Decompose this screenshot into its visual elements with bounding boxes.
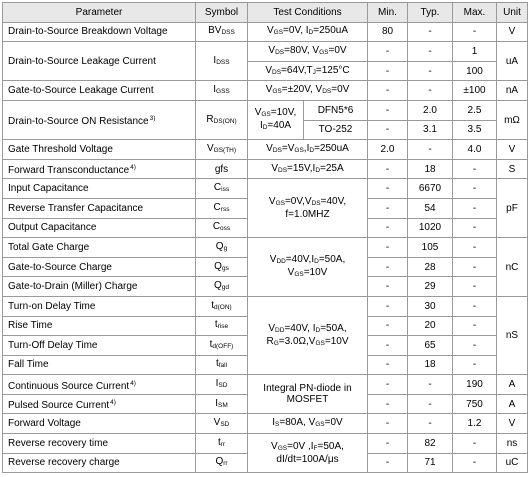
param-cell: Gate-to-Source Leakage Current (3, 81, 196, 101)
max-cell: - (453, 257, 497, 277)
package-cell: TO-252 (304, 120, 368, 140)
symbol-cell: Qgd (196, 277, 248, 297)
max-cell: - (453, 277, 497, 297)
max-cell: - (453, 22, 497, 42)
max-cell: - (453, 316, 497, 336)
typ-cell: 54 (408, 198, 453, 218)
max-cell: - (453, 355, 497, 375)
symbol-cell: VGS(TH) (196, 140, 248, 160)
min-cell: - (368, 257, 408, 277)
header-min: Min. (368, 3, 408, 23)
symbol-cell: td(OFF) (196, 336, 248, 356)
param-cell: Input Capacitance (3, 179, 196, 199)
max-cell: - (453, 198, 497, 218)
unit-cell: S (497, 159, 528, 179)
condition-cell: VDS=15V,ID=25A (248, 159, 368, 179)
param-cell: Drain-to-Source Leakage Current (3, 42, 196, 81)
min-cell: - (368, 159, 408, 179)
electrical-characteristics-table (2, 2, 528, 473)
typ-cell: 6670 (408, 179, 453, 199)
unit-cell: uC (497, 453, 528, 473)
symbol-cell: Qgs (196, 257, 248, 277)
symbol-cell: gfs (196, 159, 248, 179)
typ-cell: 20 (408, 316, 453, 336)
condition-cell: VGS=±20V, VDS=0V (248, 81, 368, 101)
min-cell: - (368, 414, 408, 434)
param-cell: Turn-on Delay Time (3, 296, 196, 316)
symbol-cell: Qg (196, 238, 248, 258)
table-row (3, 434, 528, 454)
typ-cell: 30 (408, 296, 453, 316)
min-cell: - (368, 218, 408, 238)
typ-cell: 71 (408, 453, 453, 473)
typ-cell: - (408, 375, 453, 395)
param-cell: Forward Voltage (3, 414, 196, 434)
symbol-cell: trr (196, 434, 248, 454)
min-cell: 2.0 (368, 140, 408, 160)
header-symbol: Symbol (196, 3, 248, 23)
condition-cell: VGS=0V, ID=250uA (248, 22, 368, 42)
min-cell: - (368, 238, 408, 258)
param-cell: Continuous Source Current$^{4)}$ (3, 375, 196, 395)
param-cell: Total Gate Charge (3, 238, 196, 258)
symbol-cell: IDSS (196, 42, 248, 81)
min-cell: - (368, 453, 408, 473)
min-cell: - (368, 120, 408, 140)
param-cell: Pulsed Source Current$^{4)}$ (3, 394, 196, 414)
max-cell: 100 (453, 61, 497, 81)
typ-cell: 1020 (408, 218, 453, 238)
max-cell: 1.2 (453, 414, 497, 434)
max-cell: - (453, 218, 497, 238)
typ-cell: 82 (408, 434, 453, 454)
min-cell: - (368, 355, 408, 375)
condition-cell: VGS=10V, ID=40A (248, 100, 304, 139)
max-cell: - (453, 238, 497, 258)
table-row (3, 414, 528, 434)
param-cell: Gate Threshold Voltage (3, 140, 196, 160)
param-cell: Fall Time (3, 355, 196, 375)
max-cell: 3.5 (453, 120, 497, 140)
condition-cell: Integral PN-diode in MOSFET (248, 375, 368, 414)
typ-cell: 28 (408, 257, 453, 277)
table-row (3, 159, 528, 179)
condition-cell: VGS=0V ,IF=50A, dI/dt=100A/μs (248, 434, 368, 473)
condition-cell: VDD=40V,ID=50A, VGS=10V (248, 238, 368, 297)
package-cell: DFN5*6 (304, 100, 368, 120)
table-row (3, 22, 528, 42)
unit-cell: mΩ (497, 100, 528, 139)
param-cell: Drain-to-Source ON Resistance$^{3)}$ (3, 100, 196, 139)
symbol-cell: IGSS (196, 81, 248, 101)
unit-cell: pF (497, 179, 528, 238)
min-cell: - (368, 42, 408, 62)
param-cell: Output Capacitance (3, 218, 196, 238)
min-cell: - (368, 198, 408, 218)
typ-cell: - (408, 61, 453, 81)
min-cell: - (368, 296, 408, 316)
typ-cell: 18 (408, 159, 453, 179)
typ-cell: - (408, 22, 453, 42)
param-cell: Reverse Transfer Capacitance (3, 198, 196, 218)
unit-cell: uA (497, 42, 528, 81)
param-cell: Turn-Off Delay Time (3, 336, 196, 356)
max-cell: - (453, 434, 497, 454)
min-cell: - (368, 61, 408, 81)
min-cell: - (368, 100, 408, 120)
min-cell: - (368, 434, 408, 454)
typ-cell: - (408, 42, 453, 62)
typ-cell: - (408, 140, 453, 160)
symbol-cell: Ciss (196, 179, 248, 199)
unit-cell: V (497, 22, 528, 42)
unit-cell: nA (497, 81, 528, 101)
symbol-cell: td(ON) (196, 296, 248, 316)
typ-cell: 2.0 (408, 100, 453, 120)
symbol-cell: trise (196, 316, 248, 336)
table-row (3, 296, 528, 316)
min-cell: - (368, 277, 408, 297)
max-cell: 190 (453, 375, 497, 395)
max-cell: - (453, 453, 497, 473)
header-typ: Typ. (408, 3, 453, 23)
param-cell: Gate-to-Drain (Miller) Charge (3, 277, 196, 297)
condition-cell: VDS=80V, VGS=0V (248, 42, 368, 62)
unit-cell: V (497, 414, 528, 434)
header-max: Max. (453, 3, 497, 23)
max-cell: - (453, 179, 497, 199)
table-row (3, 42, 528, 62)
symbol-cell: ISM (196, 394, 248, 414)
param-cell: Reverse recovery time (3, 434, 196, 454)
condition-cell: VGS=0V,VDS=40V, f=1.0MHZ (248, 179, 368, 238)
table-row (3, 375, 528, 395)
min-cell: - (368, 394, 408, 414)
typ-cell: - (408, 81, 453, 101)
table-row (3, 140, 528, 160)
max-cell: 750 (453, 394, 497, 414)
param-cell: Drain-to-Source Breakdown Voltage (3, 22, 196, 42)
symbol-cell: Crss (196, 198, 248, 218)
min-cell: 80 (368, 22, 408, 42)
typ-cell: 65 (408, 336, 453, 356)
max-cell: 1 (453, 42, 497, 62)
typ-cell: 18 (408, 355, 453, 375)
typ-cell: - (408, 394, 453, 414)
unit-cell: nS (497, 296, 528, 374)
min-cell: - (368, 316, 408, 336)
symbol-cell: ISD (196, 375, 248, 395)
min-cell: - (368, 375, 408, 395)
typ-cell: 105 (408, 238, 453, 258)
param-cell: Gate-to-Source Charge (3, 257, 196, 277)
symbol-cell: Coss (196, 218, 248, 238)
table-row (3, 179, 528, 199)
table-row (3, 81, 528, 101)
condition-cell: VDD=40V, ID=50A, RG=3.0Ω,VGS=10V (248, 296, 368, 374)
symbol-cell: RDS(ON) (196, 100, 248, 139)
header-parameter: Parameter (3, 3, 196, 23)
header-unit: Unit (497, 3, 528, 23)
condition-cell: IS=80A, VGS=0V (248, 414, 368, 434)
unit-cell: V (497, 140, 528, 160)
unit-cell: nC (497, 238, 528, 297)
max-cell: ±100 (453, 81, 497, 101)
min-cell: - (368, 81, 408, 101)
table-row (3, 238, 528, 258)
condition-cell: VDS=VGS,ID=250uA (248, 140, 368, 160)
symbol-cell: BVDSS (196, 22, 248, 42)
typ-cell: 3.1 (408, 120, 453, 140)
unit-cell: A (497, 375, 528, 395)
param-cell: Reverse recovery charge (3, 453, 196, 473)
unit-cell: ns (497, 434, 528, 454)
symbol-cell: Qrr (196, 453, 248, 473)
max-cell: - (453, 296, 497, 316)
max-cell: - (453, 159, 497, 179)
unit-cell: A (497, 394, 528, 414)
typ-cell: 29 (408, 277, 453, 297)
condition-cell: VDS=64V,TJ=125°C (248, 61, 368, 81)
typ-cell: - (408, 414, 453, 434)
header-row (3, 3, 528, 23)
param-cell: Forward Transconductance$^{4)}$ (3, 159, 196, 179)
symbol-cell: tfall (196, 355, 248, 375)
max-cell: - (453, 336, 497, 356)
max-cell: 4.0 (453, 140, 497, 160)
max-cell: 2.5 (453, 100, 497, 120)
min-cell: - (368, 179, 408, 199)
param-cell: Rise Time (3, 316, 196, 336)
min-cell: - (368, 336, 408, 356)
table-row (3, 100, 528, 120)
header-test-conditions: Test Conditions (248, 3, 368, 23)
symbol-cell: VSD (196, 414, 248, 434)
